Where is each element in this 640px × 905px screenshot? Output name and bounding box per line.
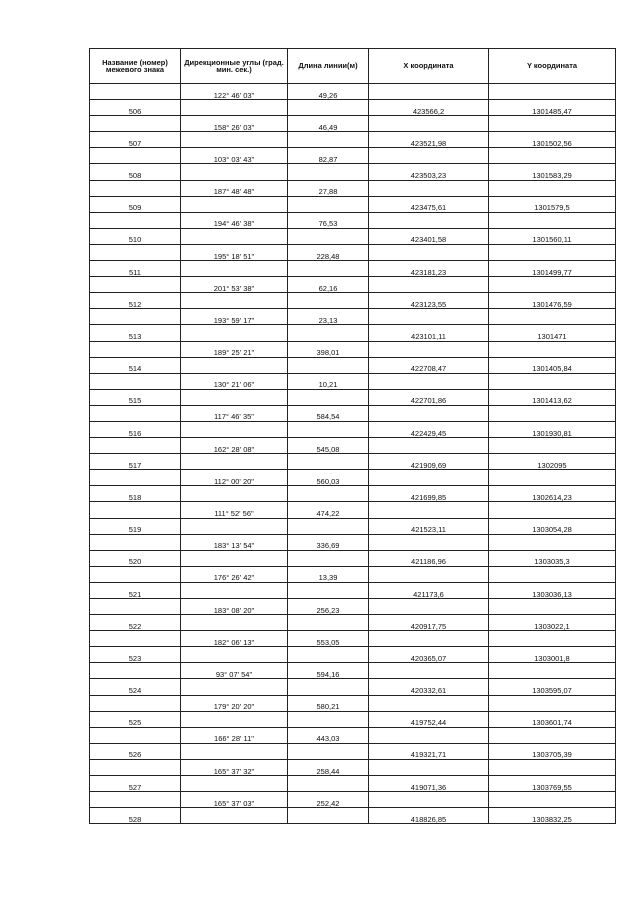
table-row [90, 470, 616, 486]
line-length-cell [288, 357, 369, 373]
boundary-marks-sheet [89, 48, 615, 824]
x-coordinate-cell [369, 244, 489, 260]
x-coordinate-cell [369, 727, 489, 743]
mark-name-cell: 507 [90, 132, 181, 148]
mark-name-cell [90, 148, 181, 164]
table-row [90, 148, 616, 164]
y-coordinate-cell [489, 438, 616, 454]
table-row [90, 180, 616, 196]
y-coordinate-cell: 1301471 [489, 325, 616, 341]
x-coordinate-cell [369, 212, 489, 228]
y-coordinate-cell: 1301499,77 [489, 261, 616, 277]
line-length-cell: 553,05 [288, 631, 369, 647]
mark-name-cell: 515 [90, 389, 181, 405]
x-coordinate-cell [369, 277, 489, 293]
y-coordinate-cell: 1303001,8 [489, 647, 616, 663]
x-coordinate-cell: 420917,75 [369, 615, 489, 631]
table-row [90, 84, 616, 100]
table-row [90, 244, 616, 260]
y-coordinate-cell [489, 180, 616, 196]
x-coordinate-cell: 423401,58 [369, 228, 489, 244]
y-coordinate-cell [489, 534, 616, 550]
mark-name-cell: 508 [90, 164, 181, 180]
y-coordinate-cell [489, 566, 616, 582]
bearing-cell [181, 421, 288, 437]
x-coordinate-cell: 423521,98 [369, 132, 489, 148]
mark-name-cell [90, 534, 181, 550]
line-length-cell [288, 486, 369, 502]
mark-name-cell [90, 212, 181, 228]
mark-name-cell: 518 [90, 486, 181, 502]
table-row [90, 534, 616, 550]
line-length-cell: 82,87 [288, 148, 369, 164]
y-coordinate-cell [489, 502, 616, 518]
mark-name-cell [90, 341, 181, 357]
x-coordinate-cell [369, 792, 489, 808]
mark-name-cell: 527 [90, 776, 181, 792]
line-length-cell [288, 582, 369, 598]
x-coordinate-cell: 421909,69 [369, 454, 489, 470]
y-coordinate-cell: 1303705,39 [489, 743, 616, 759]
mark-name-cell [90, 792, 181, 808]
line-length-cell: 62,16 [288, 277, 369, 293]
line-length-cell [288, 454, 369, 470]
mark-name-cell [90, 84, 181, 100]
y-coordinate-cell [489, 631, 616, 647]
mark-name-cell: 514 [90, 357, 181, 373]
x-coordinate-cell [369, 759, 489, 775]
x-coordinate-cell: 423566,2 [369, 100, 489, 116]
x-coordinate-cell [369, 438, 489, 454]
line-length-cell: 336,69 [288, 534, 369, 550]
mark-name-cell: 517 [90, 454, 181, 470]
table-row [90, 486, 616, 502]
line-length-cell: 10,21 [288, 373, 369, 389]
x-coordinate-cell [369, 663, 489, 679]
line-length-cell [288, 228, 369, 244]
table-row [90, 325, 616, 341]
bearing-cell [181, 454, 288, 470]
bearing-cell: 162° 28' 08" [181, 438, 288, 454]
line-length-cell [288, 164, 369, 180]
y-coordinate-cell [489, 759, 616, 775]
mark-name-cell: 516 [90, 421, 181, 437]
bearing-cell [181, 808, 288, 824]
table-row [90, 727, 616, 743]
mark-name-cell [90, 727, 181, 743]
y-coordinate-cell: 1301405,84 [489, 357, 616, 373]
bearing-cell: 183° 13' 54" [181, 534, 288, 550]
x-coordinate-cell: 423101,11 [369, 325, 489, 341]
x-coordinate-cell [369, 695, 489, 711]
y-coordinate-cell [489, 244, 616, 260]
mark-name-cell: 520 [90, 550, 181, 566]
y-coordinate-cell: 1301583,29 [489, 164, 616, 180]
header-x-coordinate: X координата [369, 49, 489, 84]
y-coordinate-cell: 1302614,23 [489, 486, 616, 502]
line-length-cell: 474,22 [288, 502, 369, 518]
mark-name-cell: 528 [90, 808, 181, 824]
x-coordinate-cell: 423123,55 [369, 293, 489, 309]
line-length-cell [288, 776, 369, 792]
table-row [90, 647, 616, 663]
mark-name-cell [90, 180, 181, 196]
line-length-cell: 580,21 [288, 695, 369, 711]
bearing-cell [181, 550, 288, 566]
y-coordinate-cell [489, 116, 616, 132]
x-coordinate-cell: 422701,86 [369, 389, 489, 405]
y-coordinate-cell: 1301502,56 [489, 132, 616, 148]
table-body [90, 84, 616, 824]
bearing-cell [181, 100, 288, 116]
table-row [90, 421, 616, 437]
bearing-cell [181, 615, 288, 631]
table-row [90, 808, 616, 824]
line-length-cell: 594,16 [288, 663, 369, 679]
bearing-cell: 112° 00' 20" [181, 470, 288, 486]
mark-name-cell [90, 631, 181, 647]
mark-name-cell: 526 [90, 743, 181, 759]
table-row [90, 743, 616, 759]
line-length-cell: 252,42 [288, 792, 369, 808]
y-coordinate-cell: 1303035,3 [489, 550, 616, 566]
table-row [90, 309, 616, 325]
bearing-cell: 111° 52' 56" [181, 502, 288, 518]
line-length-cell [288, 325, 369, 341]
y-coordinate-cell: 1301579,5 [489, 196, 616, 212]
line-length-cell [288, 261, 369, 277]
y-coordinate-cell [489, 84, 616, 100]
table-header-row [90, 49, 616, 84]
y-coordinate-cell: 1301413,62 [489, 389, 616, 405]
line-length-cell [288, 518, 369, 534]
table-row [90, 615, 616, 631]
line-length-cell [288, 550, 369, 566]
table-row [90, 405, 616, 421]
x-coordinate-cell: 421186,96 [369, 550, 489, 566]
bearing-cell: 93° 07' 54" [181, 663, 288, 679]
table-row [90, 277, 616, 293]
bearing-cell [181, 679, 288, 695]
line-length-cell: 46,49 [288, 116, 369, 132]
bearing-cell: 193° 59' 17" [181, 309, 288, 325]
boundary-marks-table [89, 48, 616, 824]
x-coordinate-cell [369, 116, 489, 132]
bearing-cell: 201° 53' 38" [181, 277, 288, 293]
y-coordinate-cell: 1303769,55 [489, 776, 616, 792]
mark-name-cell [90, 405, 181, 421]
mark-name-cell: 512 [90, 293, 181, 309]
mark-name-cell: 521 [90, 582, 181, 598]
line-length-cell: 27,88 [288, 180, 369, 196]
table-row [90, 711, 616, 727]
bearing-cell: 165° 37' 03" [181, 792, 288, 808]
bearing-cell [181, 389, 288, 405]
y-coordinate-cell: 1301560,11 [489, 228, 616, 244]
bearing-cell [181, 132, 288, 148]
y-coordinate-cell [489, 792, 616, 808]
header-y-coordinate: Y координата [489, 49, 616, 84]
table-row [90, 293, 616, 309]
y-coordinate-cell: 1303022,1 [489, 615, 616, 631]
x-coordinate-cell [369, 180, 489, 196]
header-line-length: Длина линии(м) [288, 49, 369, 84]
x-coordinate-cell: 419321,71 [369, 743, 489, 759]
line-length-cell [288, 421, 369, 437]
y-coordinate-cell [489, 727, 616, 743]
mark-name-cell [90, 244, 181, 260]
table-row [90, 261, 616, 277]
table-row [90, 357, 616, 373]
table-row [90, 341, 616, 357]
x-coordinate-cell [369, 631, 489, 647]
mark-name-cell [90, 470, 181, 486]
x-coordinate-cell: 423181,23 [369, 261, 489, 277]
bearing-cell [181, 293, 288, 309]
y-coordinate-cell: 1303832,25 [489, 808, 616, 824]
mark-name-cell: 523 [90, 647, 181, 663]
line-length-cell: 13,39 [288, 566, 369, 582]
table-row [90, 759, 616, 775]
line-length-cell [288, 132, 369, 148]
line-length-cell: 76,53 [288, 212, 369, 228]
table-row [90, 599, 616, 615]
line-length-cell [288, 647, 369, 663]
table-row [90, 792, 616, 808]
line-length-cell [288, 100, 369, 116]
table-row [90, 116, 616, 132]
y-coordinate-cell: 1302095 [489, 454, 616, 470]
bearing-cell: 176° 26' 42" [181, 566, 288, 582]
x-coordinate-cell: 423475,61 [369, 196, 489, 212]
x-coordinate-cell: 418826,85 [369, 808, 489, 824]
line-length-cell [288, 196, 369, 212]
table-row [90, 582, 616, 598]
y-coordinate-cell [489, 309, 616, 325]
table-row [90, 631, 616, 647]
table-row [90, 550, 616, 566]
table-row [90, 100, 616, 116]
y-coordinate-cell: 1301476,59 [489, 293, 616, 309]
table-row [90, 228, 616, 244]
x-coordinate-cell: 422429,45 [369, 421, 489, 437]
x-coordinate-cell [369, 341, 489, 357]
mark-name-cell: 511 [90, 261, 181, 277]
y-coordinate-cell [489, 695, 616, 711]
table-row [90, 454, 616, 470]
x-coordinate-cell [369, 373, 489, 389]
bearing-cell [181, 325, 288, 341]
bearing-cell: 183° 08' 20" [181, 599, 288, 615]
bearing-cell [181, 196, 288, 212]
bearing-cell: 130° 21' 06" [181, 373, 288, 389]
bearing-cell: 158° 26' 03" [181, 116, 288, 132]
y-coordinate-cell [489, 663, 616, 679]
line-length-cell [288, 293, 369, 309]
mark-name-cell: 522 [90, 615, 181, 631]
table-row [90, 695, 616, 711]
x-coordinate-cell [369, 599, 489, 615]
bearing-cell [181, 357, 288, 373]
mark-name-cell: 525 [90, 711, 181, 727]
line-length-cell: 398,01 [288, 341, 369, 357]
mark-name-cell [90, 663, 181, 679]
bearing-cell: 166° 28' 11" [181, 727, 288, 743]
table-row [90, 566, 616, 582]
x-coordinate-cell [369, 405, 489, 421]
mark-name-cell [90, 309, 181, 325]
line-length-cell [288, 679, 369, 695]
y-coordinate-cell [489, 405, 616, 421]
table-row [90, 438, 616, 454]
x-coordinate-cell: 423503,23 [369, 164, 489, 180]
y-coordinate-cell: 1303036,13 [489, 582, 616, 598]
bearing-cell: 195° 18' 51" [181, 244, 288, 260]
table-row [90, 663, 616, 679]
table-row [90, 373, 616, 389]
y-coordinate-cell [489, 148, 616, 164]
table-row [90, 389, 616, 405]
x-coordinate-cell: 422708,47 [369, 357, 489, 373]
bearing-cell [181, 228, 288, 244]
line-length-cell: 23,13 [288, 309, 369, 325]
x-coordinate-cell [369, 148, 489, 164]
y-coordinate-cell [489, 470, 616, 486]
mark-name-cell [90, 695, 181, 711]
bearing-cell [181, 261, 288, 277]
mark-name-cell [90, 599, 181, 615]
bearing-cell [181, 647, 288, 663]
y-coordinate-cell: 1301930,81 [489, 421, 616, 437]
x-coordinate-cell [369, 84, 489, 100]
mark-name-cell: 524 [90, 679, 181, 695]
mark-name-cell [90, 373, 181, 389]
bearing-cell: 187° 48' 48" [181, 180, 288, 196]
x-coordinate-cell [369, 309, 489, 325]
y-coordinate-cell: 1301485,47 [489, 100, 616, 116]
x-coordinate-cell: 419752,44 [369, 711, 489, 727]
bearing-cell: 182° 06' 13" [181, 631, 288, 647]
mark-name-cell: 506 [90, 100, 181, 116]
mark-name-cell [90, 759, 181, 775]
mark-name-cell: 510 [90, 228, 181, 244]
bearing-cell: 117° 46' 35" [181, 405, 288, 421]
mark-name-cell: 509 [90, 196, 181, 212]
bearing-cell: 122° 46' 03" [181, 84, 288, 100]
bearing-cell [181, 743, 288, 759]
line-length-cell: 228,48 [288, 244, 369, 260]
header-mark-name: Название (номер) межевого знака [90, 49, 181, 84]
table-row [90, 518, 616, 534]
mark-name-cell [90, 502, 181, 518]
line-length-cell [288, 389, 369, 405]
line-length-cell: 258,44 [288, 759, 369, 775]
table-row [90, 164, 616, 180]
line-length-cell [288, 808, 369, 824]
line-length-cell [288, 743, 369, 759]
y-coordinate-cell: 1303601,74 [489, 711, 616, 727]
table-row [90, 212, 616, 228]
bearing-cell [181, 518, 288, 534]
line-length-cell [288, 711, 369, 727]
bearing-cell: 165° 37' 32" [181, 759, 288, 775]
bearing-cell [181, 711, 288, 727]
y-coordinate-cell [489, 277, 616, 293]
x-coordinate-cell: 421173,6 [369, 582, 489, 598]
table-row [90, 776, 616, 792]
x-coordinate-cell: 421699,85 [369, 486, 489, 502]
line-length-cell: 443,03 [288, 727, 369, 743]
table-header [90, 49, 616, 84]
line-length-cell: 584,54 [288, 405, 369, 421]
x-coordinate-cell: 420365,07 [369, 647, 489, 663]
x-coordinate-cell: 421523,11 [369, 518, 489, 534]
mark-name-cell [90, 116, 181, 132]
mark-name-cell [90, 277, 181, 293]
y-coordinate-cell [489, 373, 616, 389]
table-row [90, 196, 616, 212]
line-length-cell [288, 615, 369, 631]
x-coordinate-cell [369, 502, 489, 518]
y-coordinate-cell [489, 341, 616, 357]
bearing-cell: 103° 03' 43" [181, 148, 288, 164]
mark-name-cell: 519 [90, 518, 181, 534]
bearing-cell: 189° 25' 21" [181, 341, 288, 357]
bearing-cell: 179° 20' 20" [181, 695, 288, 711]
x-coordinate-cell [369, 470, 489, 486]
bearing-cell [181, 486, 288, 502]
table-row [90, 132, 616, 148]
y-coordinate-cell [489, 599, 616, 615]
line-length-cell: 49,26 [288, 84, 369, 100]
x-coordinate-cell: 419071,36 [369, 776, 489, 792]
table-row [90, 502, 616, 518]
mark-name-cell: 513 [90, 325, 181, 341]
x-coordinate-cell: 420332,61 [369, 679, 489, 695]
y-coordinate-cell [489, 212, 616, 228]
header-bearing: Дирекционные углы (град. мин. сек.) [181, 49, 288, 84]
mark-name-cell [90, 438, 181, 454]
y-coordinate-cell: 1303595,07 [489, 679, 616, 695]
bearing-cell [181, 582, 288, 598]
line-length-cell: 560,03 [288, 470, 369, 486]
line-length-cell: 545,08 [288, 438, 369, 454]
table-row [90, 679, 616, 695]
x-coordinate-cell [369, 534, 489, 550]
line-length-cell: 256,23 [288, 599, 369, 615]
x-coordinate-cell [369, 566, 489, 582]
bearing-cell [181, 776, 288, 792]
bearing-cell [181, 164, 288, 180]
y-coordinate-cell: 1303054,28 [489, 518, 616, 534]
bearing-cell: 194° 46' 38" [181, 212, 288, 228]
mark-name-cell [90, 566, 181, 582]
